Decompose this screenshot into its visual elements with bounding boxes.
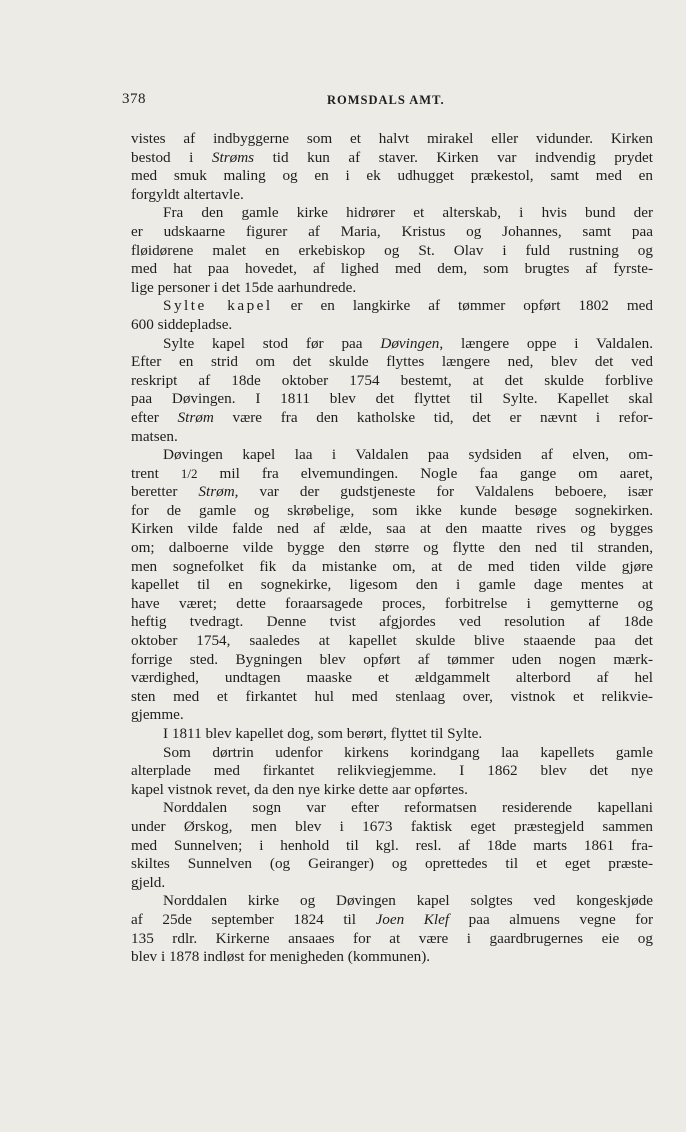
text-line — [131, 837, 653, 856]
line-text: reskript af 18de oktober 1754 bestemt, at det skulde forblive — [131, 371, 653, 389]
line-text: matsen. — [131, 427, 178, 445]
line-text: være fra den katholske tid, det er nævnt i refor- — [213, 408, 653, 426]
text-line — [131, 892, 653, 911]
line-text: Kirken vilde falde ned af ælde, saa at den maatte rives og bygges — [131, 520, 653, 538]
text-line — [131, 799, 653, 818]
text-line — [131, 855, 653, 874]
text-line — [131, 651, 653, 670]
line-text: trent — [131, 464, 181, 482]
text-line — [131, 762, 653, 781]
text-line — [131, 204, 653, 223]
text-line — [131, 688, 653, 707]
line-text: alterplade med firkantet relikviegjemme. I 1862 blev det nye — [131, 762, 653, 780]
text-line — [131, 446, 653, 465]
line-text: have været; dette foraarsagede proces, forbitrelse i gemytterne og — [131, 594, 653, 612]
paragraph — [131, 744, 653, 800]
text-line — [131, 372, 653, 391]
line-text: efter — [131, 408, 178, 426]
text-line — [131, 130, 653, 149]
paragraph — [131, 335, 653, 447]
text-line — [131, 558, 653, 577]
paragraph — [131, 799, 653, 892]
text-line — [131, 520, 653, 539]
line-text: værdighed, undtagen maaske et ældgammelt alterbord af hel — [131, 669, 653, 687]
line-text: tid kun af staver. Kirken var indvendig prydet — [254, 148, 653, 166]
line-text: er udskaarne figurer af Maria, Kristus og Johannes, samt paa — [131, 222, 653, 240]
text-line — [131, 297, 653, 316]
text-line — [131, 279, 653, 298]
text-line — [131, 483, 653, 502]
paragraph — [131, 204, 653, 297]
text-line — [131, 706, 653, 725]
text-line — [131, 595, 653, 614]
text-line — [131, 428, 653, 447]
text-line — [131, 409, 653, 428]
line-text: 600 siddepladse. — [131, 315, 233, 333]
text-line — [131, 948, 653, 967]
paragraph — [131, 297, 653, 334]
italic-name: Strøm, — [198, 483, 239, 501]
text-line — [131, 576, 653, 595]
paragraph — [131, 892, 653, 966]
page-header — [122, 91, 652, 113]
line-text: for de gamle og skrøbelige, som ikke kunde besøge sognekirken. — [131, 501, 653, 519]
line-text: lige personer i det 15de aarhundrede. — [131, 278, 357, 296]
line-text: sten med et firkantet hul med stenlaag over, vistnok et relikvie- — [131, 687, 653, 705]
line-text: paa Døvingen. I 1811 blev det flyttet til Sylte. Kapellet skal — [131, 390, 653, 408]
line-text: men sognefolket fik da mistanke om, at de med tiden vilde gjøre — [131, 557, 653, 575]
line-text: Sylte kapel stod før paa — [163, 334, 381, 352]
line-text: oktober 1754, saaledes at kapellet skulde blive staaende paa det — [131, 632, 653, 650]
text-line — [131, 930, 653, 949]
paragraph — [131, 725, 653, 744]
line-text: med hat paa hovedet, af lighed med dem, som brugtes af fyrste- — [131, 260, 653, 278]
line-text: med Sunnelven; i henhold til kgl. resl. af 18de marts 1861 fra- — [131, 836, 653, 854]
line-text: forrige sted. Bygningen blev opført af tømmer uden nogen mærk- — [131, 650, 653, 668]
line-text: vistes af indbyggerne som et halvt mirakel eller vidunder. Kirken — [131, 130, 653, 147]
paragraph — [131, 446, 653, 725]
line-text: af 25de september 1824 til — [131, 910, 376, 928]
line-text: under Ørskog, men blev i 1673 faktisk eget præstegjeld sammen — [131, 817, 653, 835]
text-line — [131, 744, 653, 763]
text-line — [131, 911, 653, 930]
italic-name: Døvingen — [380, 334, 440, 352]
paragraph — [131, 130, 653, 204]
line-text: 135 rdlr. Kirkerne ansaaes for at være i gaardbrugernes eie og — [131, 929, 653, 947]
text-line — [131, 335, 653, 354]
line-text: er en langkirke af tømmer opført 1802 med — [272, 297, 653, 315]
text-line — [131, 316, 653, 335]
line-text: blev i 1878 indløst for menigheden (kommunen). — [131, 948, 431, 966]
line-text: Fra den gamle kirke hidrører et alterskab, i hvis bund der — [163, 204, 653, 222]
line-text: var der gudstjeneste for Valdalens beboere, især — [238, 483, 653, 501]
text-line — [131, 465, 653, 484]
text-line — [131, 149, 653, 168]
text-line — [131, 669, 653, 688]
text-line — [131, 632, 653, 651]
text-line — [131, 725, 653, 744]
line-text: paa almuens vegne for — [449, 910, 654, 928]
line-text: mil fra elvemundingen. Nogle faa gange om aaret, — [197, 464, 653, 482]
line-text: kapel vistnok revet, da den nye kirke dette aar opførtes. — [131, 780, 468, 798]
line-text: forgyldt altertavle. — [131, 185, 244, 203]
line-text: bestod i — [131, 148, 212, 166]
line-text: Norddalen sogn var efter reformatsen residerende kapellani — [163, 799, 653, 817]
line-text: gjemme. — [131, 706, 184, 724]
line-text: , længere oppe i Valdalen. — [439, 334, 653, 352]
spaced-heading: Sylte kapel — [163, 297, 273, 315]
text-line — [131, 167, 653, 186]
line-text: gjeld. — [131, 873, 166, 891]
text-line — [131, 242, 653, 261]
running-title: ROMSDALS AMT. — [327, 93, 445, 107]
line-text: Efter en strid om det skulde flyttes længere ned, blev det ved — [131, 353, 653, 371]
line-text: Som dørtrin udenfor kirkens korindgang laa kapellets gamle — [163, 743, 653, 761]
italic-name: Strøm — [177, 408, 214, 426]
fraction: 1/2 — [180, 465, 198, 481]
text-line — [131, 260, 653, 279]
body-text — [131, 130, 653, 967]
text-line — [131, 818, 653, 837]
text-line — [131, 874, 653, 893]
line-text: beretter — [131, 483, 199, 501]
line-text: skiltes Sunnelven (og Geiranger) og oprettedes til et eget præste- — [131, 855, 653, 873]
page-number: 378 — [122, 91, 146, 107]
line-text: heftig tvedragt. Denne tvist afgjordes ved resolution af 18de — [131, 613, 653, 631]
text-line — [131, 781, 653, 800]
italic-name: Joen Klef — [375, 910, 450, 928]
text-line — [131, 502, 653, 521]
text-line — [131, 390, 653, 409]
text-line — [131, 539, 653, 558]
line-text: om; dalboerne vilde bygge den større og flytte den ned til stranden, — [131, 539, 653, 557]
line-text: Norddalen kirke og Døvingen kapel solgtes ved kongeskjøde — [163, 892, 653, 910]
line-text: med smuk maling og en i ek udhugget prækestol, samt med en — [131, 167, 653, 185]
line-text: Døvingen kapel laa i Valdalen paa sydsiden af elven, om- — [163, 446, 653, 464]
line-text: kapellet til en sognekirke, ligesom den i gamle dage mentes at — [131, 576, 653, 594]
text-line — [131, 353, 653, 372]
text-line — [131, 223, 653, 242]
text-line — [131, 186, 653, 205]
italic-name: Strøms — [211, 148, 255, 166]
text-line — [131, 613, 653, 632]
line-text: fløidørene malet en erkebiskop og St. Olav i fuld rustning og — [131, 241, 653, 259]
line-text: I 1811 blev kapellet dog, som berørt, flyttet til Sylte. — [163, 725, 483, 742]
